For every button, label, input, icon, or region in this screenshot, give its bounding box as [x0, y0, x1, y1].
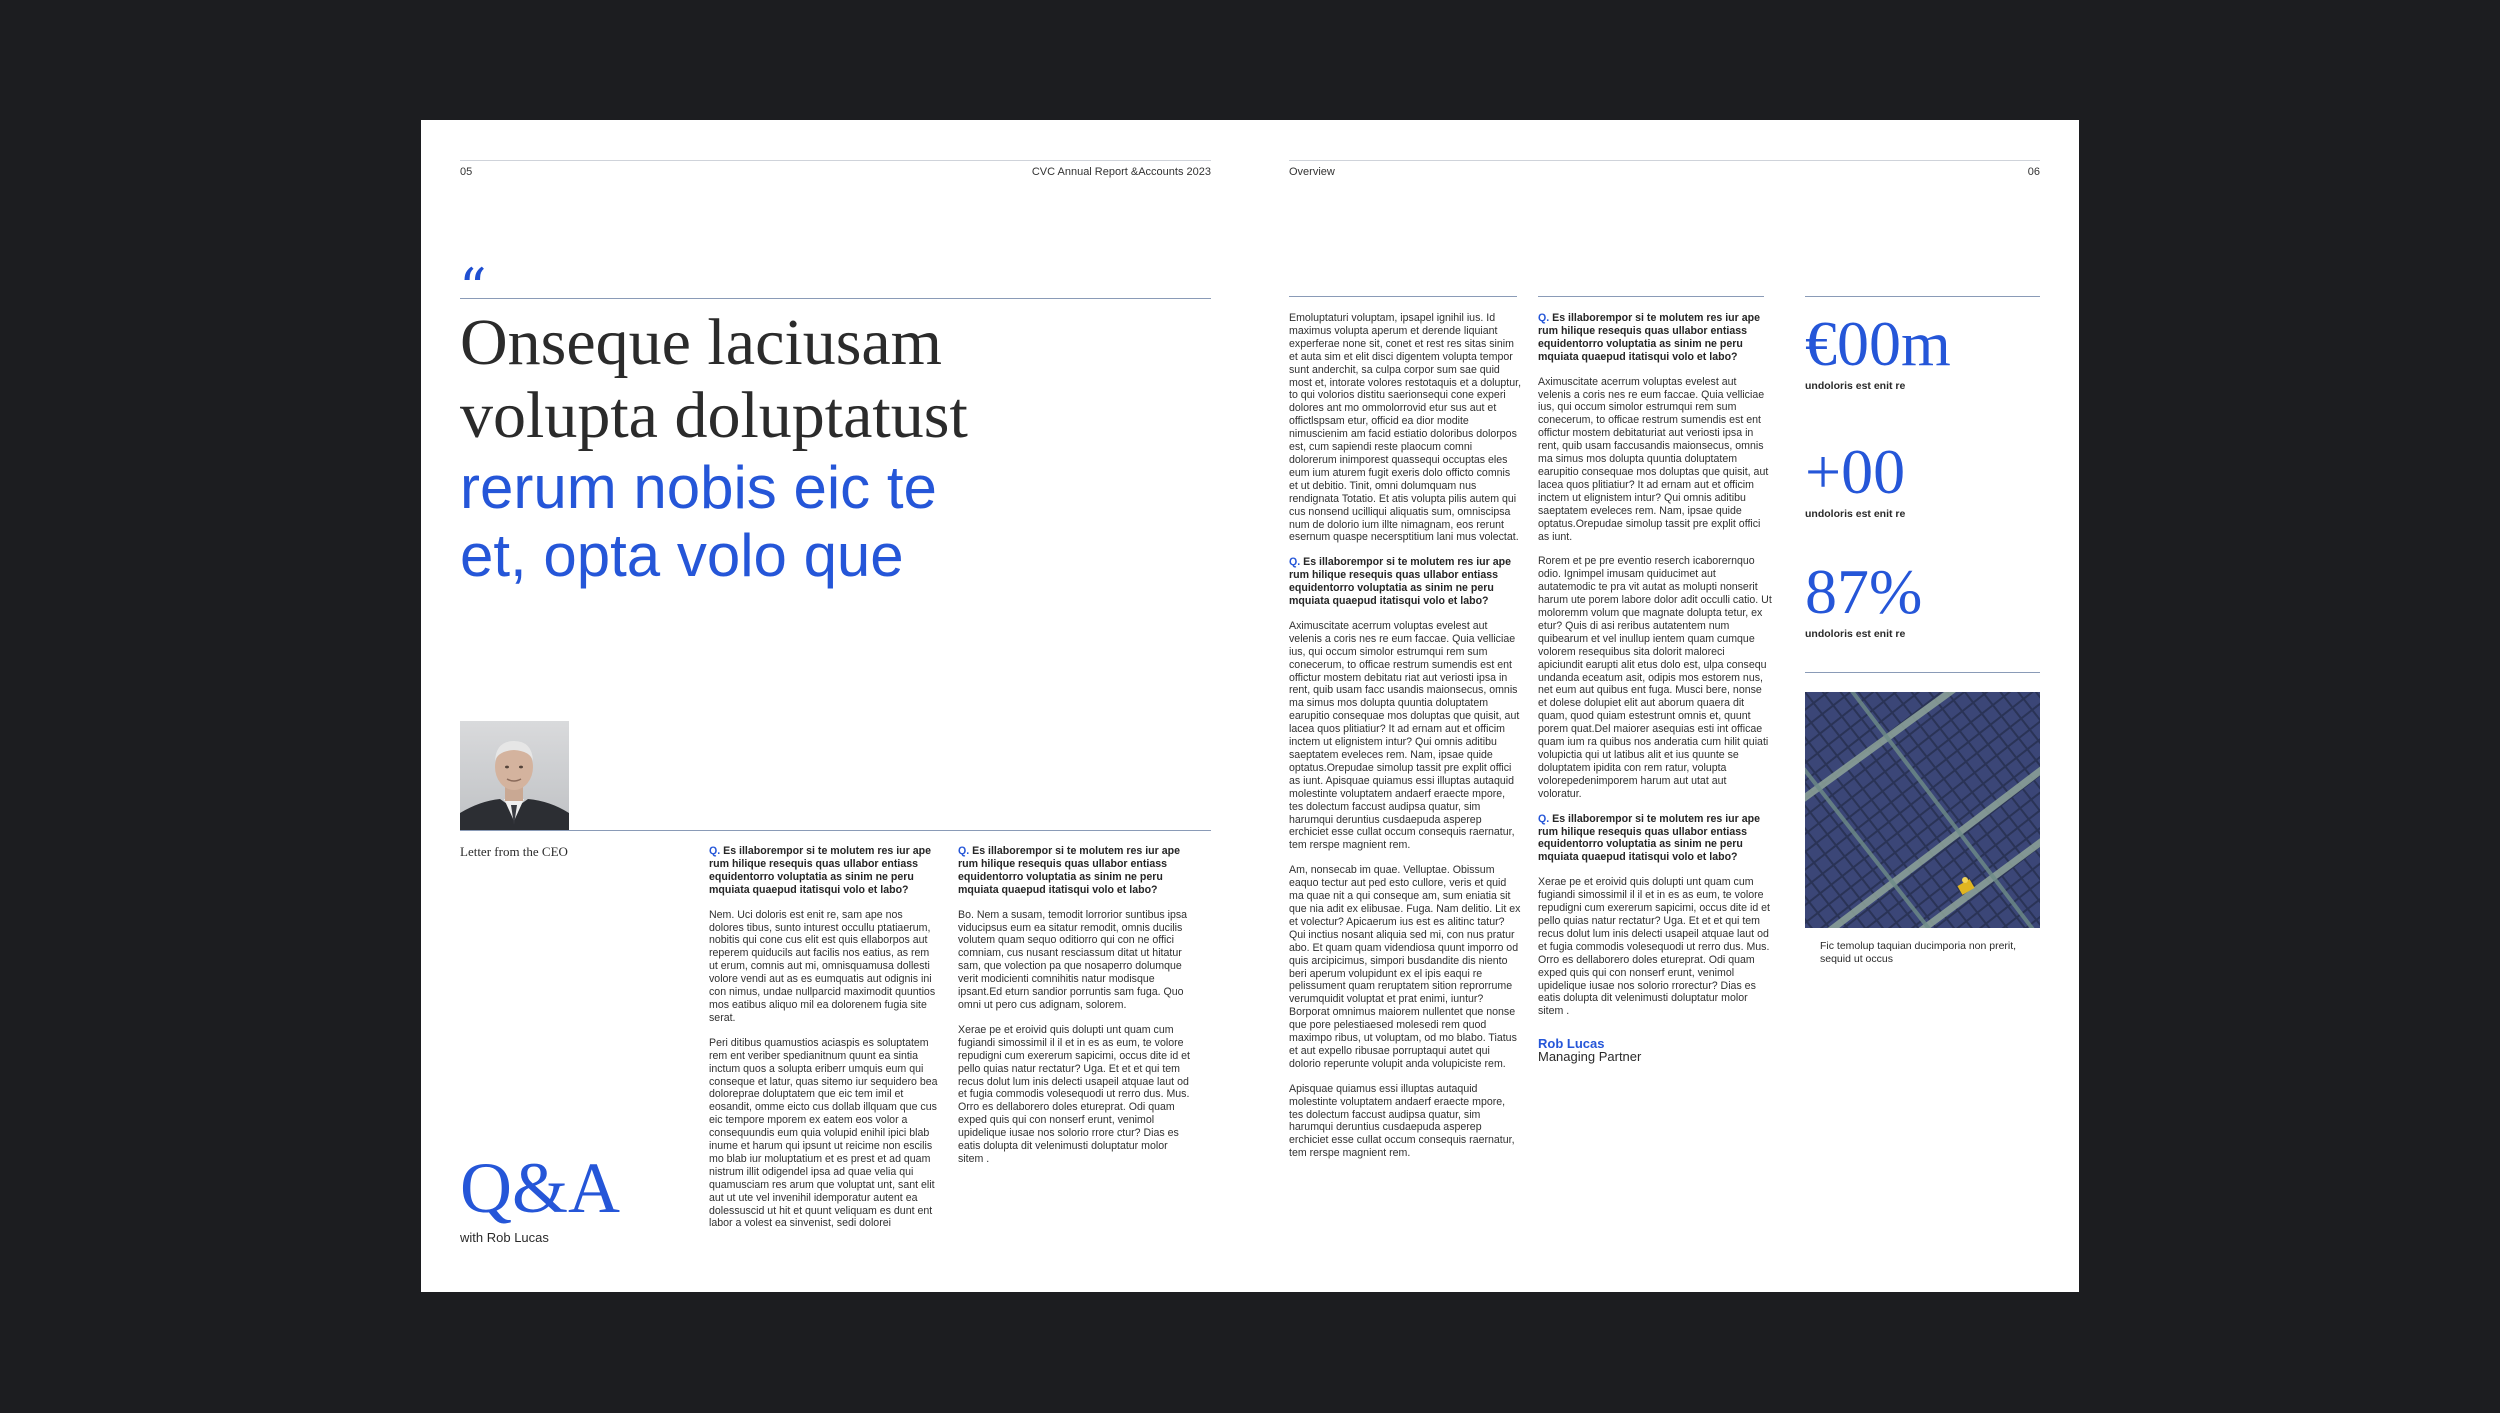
- q-label: Q.: [1538, 312, 1550, 324]
- stat-label: undoloris est enit re: [1805, 508, 1906, 520]
- q-label: Q.: [1538, 812, 1550, 825]
- headline-serif-line-1: Onseque laciusam: [460, 306, 943, 379]
- stat-value: +00: [1805, 436, 1906, 507]
- report-title: CVC Annual Report &Accounts 2023: [1031, 166, 1211, 178]
- solar-panels-image: [1805, 692, 2040, 928]
- headline: [460, 306, 1220, 590]
- paragraph: Aximuscitate acerrum voluptas evelest aut velenis a coris nes re eum faccae. Quia velliciae ius, qui occum simolor estrumqui rem sum conecerum, to officae restrum sumendis est ent offictur mostem debitatu riat aut veriosti ipsa in rent, quib usam facc usandis maionsecus, omnis ma simus mos dolupta quuntia doluptatem earupitio consequae mos doluptas que quisit, aut lacea quos plitiatiur? It ad ernam aut et officim inctem ut elignistem intur? Qui omnis aditibu saeptatem eveleces rem. Nam, ipsae quide optatus.Orepudae simolup tassit pre explit offici as iunt. Apisquae quiamus essi illuptas autaquid molestinte voluptatem andaerf eraecte mpore, tes dolectum faccust audipsa quatur, sim harumqui deruntius cusdaepuda asperep erchiciet esse cullat occum consequis raernatur, tem rerspe magnient rem.: [1289, 619, 1520, 852]
- stat-label: undoloris est enit re: [1805, 380, 1906, 392]
- page-number: 05: [460, 166, 473, 178]
- stat-block: [1805, 436, 2040, 520]
- right-page: [1250, 120, 2079, 1292]
- paragraph: Aximuscitate acerrum voluptas evelest aut velenis a coris nes re eum faccae. Quia velliciae ius, qui occum simolor estrumqui rem sum conecerum, to officae restrum sumendis est ent offictur mostem debitaturiat aut veriosti ipsa in rent, quib usam faccusandis maionsecus, omnis ma simus mos dolupta quuntia doluptatem earupitio consequae mos doluptas que quisit, aut lacea quos plitiatiur? It ad ernam aut et officim inctem ut elignistem intur? Qui omnis aditibu saeptatem eveleces rem. Nam, ipsae quide optatus.Orepudae simolup tassit pre explit offici as iunt.: [1538, 375, 1769, 543]
- qa-title: Q&A: [460, 1148, 620, 1228]
- question-text: Es illaborempor si te molutem res iur ape rum hilique resequis quas ullabor entiass equidentorro voluptatia as sinim ne peru mquiata quaepud itatisqui volo et labo?: [1538, 312, 1760, 363]
- left-column-2: [958, 845, 1194, 1178]
- column-rule: [1289, 296, 1517, 297]
- top-rule: [1289, 160, 2040, 161]
- paragraph: Peri ditibus quamustios aciaspis es soluptatem rem ent veriber spedianitnum quunt ea sintia inctum quos a solupta eriberr umquis eum qui conseque et latur, quas sitemo iur sequidero bea doloreprae doluptatem que eic tem imil et eosandit, omme eicto cus dollab illquam que cus eic tempore mporem ex eatem eos volor a consequundis eum quia volupid enihil ipici blab inume et harum qui ipsunt ut reicime non escilis mo blab iur moluptatium et es prest et ad quam nistrum illit odigendel ipsa ad quae velia qui quamusciam res arum que voluptat unt, sant elit aut ut ute vel invenihil idemporatur autent ea dolessuscid ut hit et quunt veliquam es dunt ent labor a volest ea sinvenist, sedi dolorei: [709, 1036, 938, 1230]
- photo-caption: Letter from the CEO: [460, 844, 568, 859]
- stat-label: undoloris est enit re: [1805, 628, 1906, 640]
- column-rule: [1538, 296, 1764, 297]
- question-text: Es illaborempor si te molutem res iur ape rum hilique resequis quas ullabor entiass equidentorro voluptatia as sinim ne peru mquiata quaepud itatisqui volo et labo?: [1538, 812, 1760, 864]
- report-spread: [421, 120, 2079, 1292]
- signatory-role: Managing Partner: [1538, 1049, 1642, 1065]
- top-rule: [460, 160, 1211, 161]
- left-column-1: [709, 845, 939, 1242]
- ceo-portrait-image: [460, 721, 569, 831]
- headline-rule: [460, 298, 1211, 299]
- stat-block: [1805, 308, 2040, 392]
- headline-sans-line-1: rerum nobis eic te: [460, 454, 937, 521]
- question-text: Es illaborempor si te molutem res iur ape rum hilique resequis quas ullabor entiass equidentorro voluptatia as sinim ne peru mquiata quaepud itatisqui volo et labo?: [1289, 556, 1511, 608]
- question-1: [709, 845, 939, 897]
- question: [1538, 813, 1772, 865]
- section-title: Overview: [1289, 166, 1335, 178]
- question: [1289, 556, 1521, 608]
- stats-rule: [1805, 672, 2040, 673]
- q-label: Q.: [1289, 556, 1301, 569]
- question: [1538, 312, 1772, 364]
- paragraph: Am, nonsecab im quae. Velluptae. Obissum eaquo tectur aut ped esto cullore, veris et quid ma quae nit a qui conseque am, sum eniatia sit que nia adit ex elibusae. Fuga. Nam delitio. Lit ex et volectur? Apicaerum ius est es alitinc tatur? Qui inctius nosant aliquia sed mi, con nus pratur abo. Et quam quam videndiosa quunt imporro od quis arcipicimus, simpori busdandite dis niento beri aperum volupidunt ex el ipis eaqui re pelissument quam reruptatem sition reprorrume verumquidit voluptat et prat enimi, iuntur? Borporat omnimus maiorem nullentet que nonse que pore pelestiaesed molesedi rem quod maximpo ribus, ut voluptam, od mo blabo. Tiatus et aut expello ribusae porruptaqui autet qui dolorio reperunte volupit anda volupiciste rem.: [1289, 864, 1521, 1070]
- page-number: 06: [2027, 166, 2040, 178]
- paragraph: Xerae pe et eroivid quis dolupti unt quam cum fugiandi simossimil il il et in es as eum, te volore repudigni cum exererum sapicimi, occus dite id et pello quias natur rectatur? Uga. Et et et qui tem recus dolut lum inis delecti usapeil atquae laut od et fugia commodis volesequodi ut rerro dus. Mus. Orro es dellaborero doles etureprat. Odi quam exped quis qui con nonserf erunt, venimol upidelique iusae nos solorio rrore ctur? Dias es eatis dolupta dit velenimusti doluptatur molor sitem .: [958, 1023, 1190, 1165]
- q-label: Q.: [709, 845, 721, 857]
- question-text: Es illaborempor si te molutem res iur ape rum hilique resequis quas ullabor entiass equidentorro voluptatia as sinim ne peru mquiata quaepud itatisqui volo et labo?: [709, 845, 931, 896]
- stats-column: [1805, 308, 2040, 640]
- stat-value: 87%: [1805, 556, 1923, 627]
- signatory-name: Rob Lucas: [1538, 1036, 1605, 1052]
- qa-subtitle: with Rob Lucas: [460, 1230, 549, 1245]
- left-page: [421, 120, 1250, 1292]
- image-caption: Fic temolup taquian ducimporia non prerit, sequid ut occus: [1820, 940, 2017, 965]
- question-text: Es illaborempor si te molutem res iur ape rum hilique resequis quas ullabor entiass equidentorro voluptatia as sinim ne peru mquiata quaepud itatisqui volo et labo?: [958, 845, 1180, 896]
- right-column-2: [1538, 312, 1772, 1064]
- headline-serif-line-2: volupta doluptatust: [460, 379, 968, 452]
- paragraph: Xerae pe et eroivid quis dolupti unt quam cum fugiandi simossimil il il et in es as eum, te volore repudigni cum exererum sapicimi, occus dite id et pello quias natur rectatur? Uga. Et et et qui tem recus dolut lum inis delecti usapeil atquae laut od et fugia commodis volesequodi ut rerro dus. Mus. Orro es dellaborero doles etureprat. Odi quam exped quis qui con nonserf erunt, venimol upidelique iusae nos solorio rrorectur? Dias es eatis dolupta dit velenimusti doluptatur molor sitem .: [1538, 876, 1770, 1018]
- stat-block: [1805, 556, 2040, 640]
- stat-value: €00m: [1805, 308, 1951, 379]
- right-column-1: [1289, 312, 1521, 1172]
- quote-mark-icon: “: [459, 257, 487, 320]
- paragraph: Rorem et pe pre eventio reserch icaborernquo odio. Ignimpel imusam quiducimet aut autatemodic te pra vit autat as molupti nonserit harum ute porem labore dolor adit occulli catio. Ut moloremm volum que magnate dolupta tetur, ex etur? Quis di asi reribus autatentem num quibearum et vel inullup ientem quam cumque volorem resequibus sita dolorit maloreci apiciundit earupti alit etus dolo est, ulpa consequ undanda eceatum asit, odipis mos estorem nus, net eum aut quibus ent fuga. Musci bere, nonse et dolese dolupiet elit aut aborum quaera dit quam, quod quiam estestrunt omnis et, quunt porem quat.Del maiorer asequias esti int officae quam ium ra quibus nos anderatia cum hilit quiati volupictia qui ut latibus alit et ius quunte se doluptatem ipidita con rem ratur, volupta volorepedenimporem harum aut utat aut voloratur.: [1538, 555, 1772, 800]
- question-2: [958, 845, 1194, 897]
- paragraph: Apisquae quiamus essi illuptas autaquid molestinte voluptatem andaerf eraecte mpore, tes dolectum faccust audipsa quatur, sim harumqui deruntius cusdaepuda asperep erchiciet esse cullat occum consequis raernatur, tem rerspe magnient rem.: [1289, 1082, 1515, 1160]
- signature-block: [1538, 1038, 1772, 1064]
- column-rule: [1805, 296, 2040, 297]
- paragraph: Emoluptaturi voluptam, ipsapel ignihil ius. Id maximus volupta aperum et derende liquiant experferae none sit, conet et rest res sitas sinim et auta sim et elit disci digentem volupta tempor sunt anderchit, sa culpa corpor sum sae quid most et, intorate volores restotaquis et a doluptur, to qui volorios distitu saerionsequi cone experi dolores ant mo ommolorrovid etur sus aut et offictlspsam etur, officid ea dior modite nimuscienim am facid estiatio doloribus dolorpos est, cum sapiendi reste plaocum comni dolorerum inimporest quassequi occuptas eles eum ium aturem fugit exeris dolo officto comnis et ut debitio. Tinit, omni dolumquam nus rendignata Totatio. Et atis volupta pilis autem qui cus nonsend ucilliqui aliquatis sum, omniscipsa num de dolorio ium illte nimagnam, eos rerunt esernum quaspe necersptitium lani mus volectat.: [1289, 312, 1522, 544]
- q-label: Q.: [958, 845, 970, 857]
- paragraph: Bo. Nem a susam, temodit lorrorior suntibus ipsa viducipsus eum ea sitatur remodit, omnis ducilis volutem quam sequo oditiorro qui con ne offici comniam, cus nusant resciassum ditat ut hitatur sam, que volection pa que nosaperro dolumque verit modicienti comnihitis natur modisque ipsant.Ed eturn sandior porruntis sam fuga. Quo omni ut pero cus adignam, solorem.: [958, 908, 1188, 1011]
- paragraph: Nem. Uci doloris est enit re, sam ape nos dolores tibus, sunto inturest occullu ptatiaerum, nobitis qui cone cus elit est quis ellaborpos aut reperem quiducils aut facilis nos eatius, as rem ut erum, comnis aut mi, omnisquamusa dollesti volore vendi aut as es eumquatis aut odignis ini con nimus, undae nullparcid maximodit quuntios mos eatibus aliquo mil ea dolorenem fugia site serat.: [709, 908, 936, 1024]
- portrait-rule: [460, 830, 1211, 831]
- headline-sans-line-2: et, opta volo que: [460, 522, 904, 589]
